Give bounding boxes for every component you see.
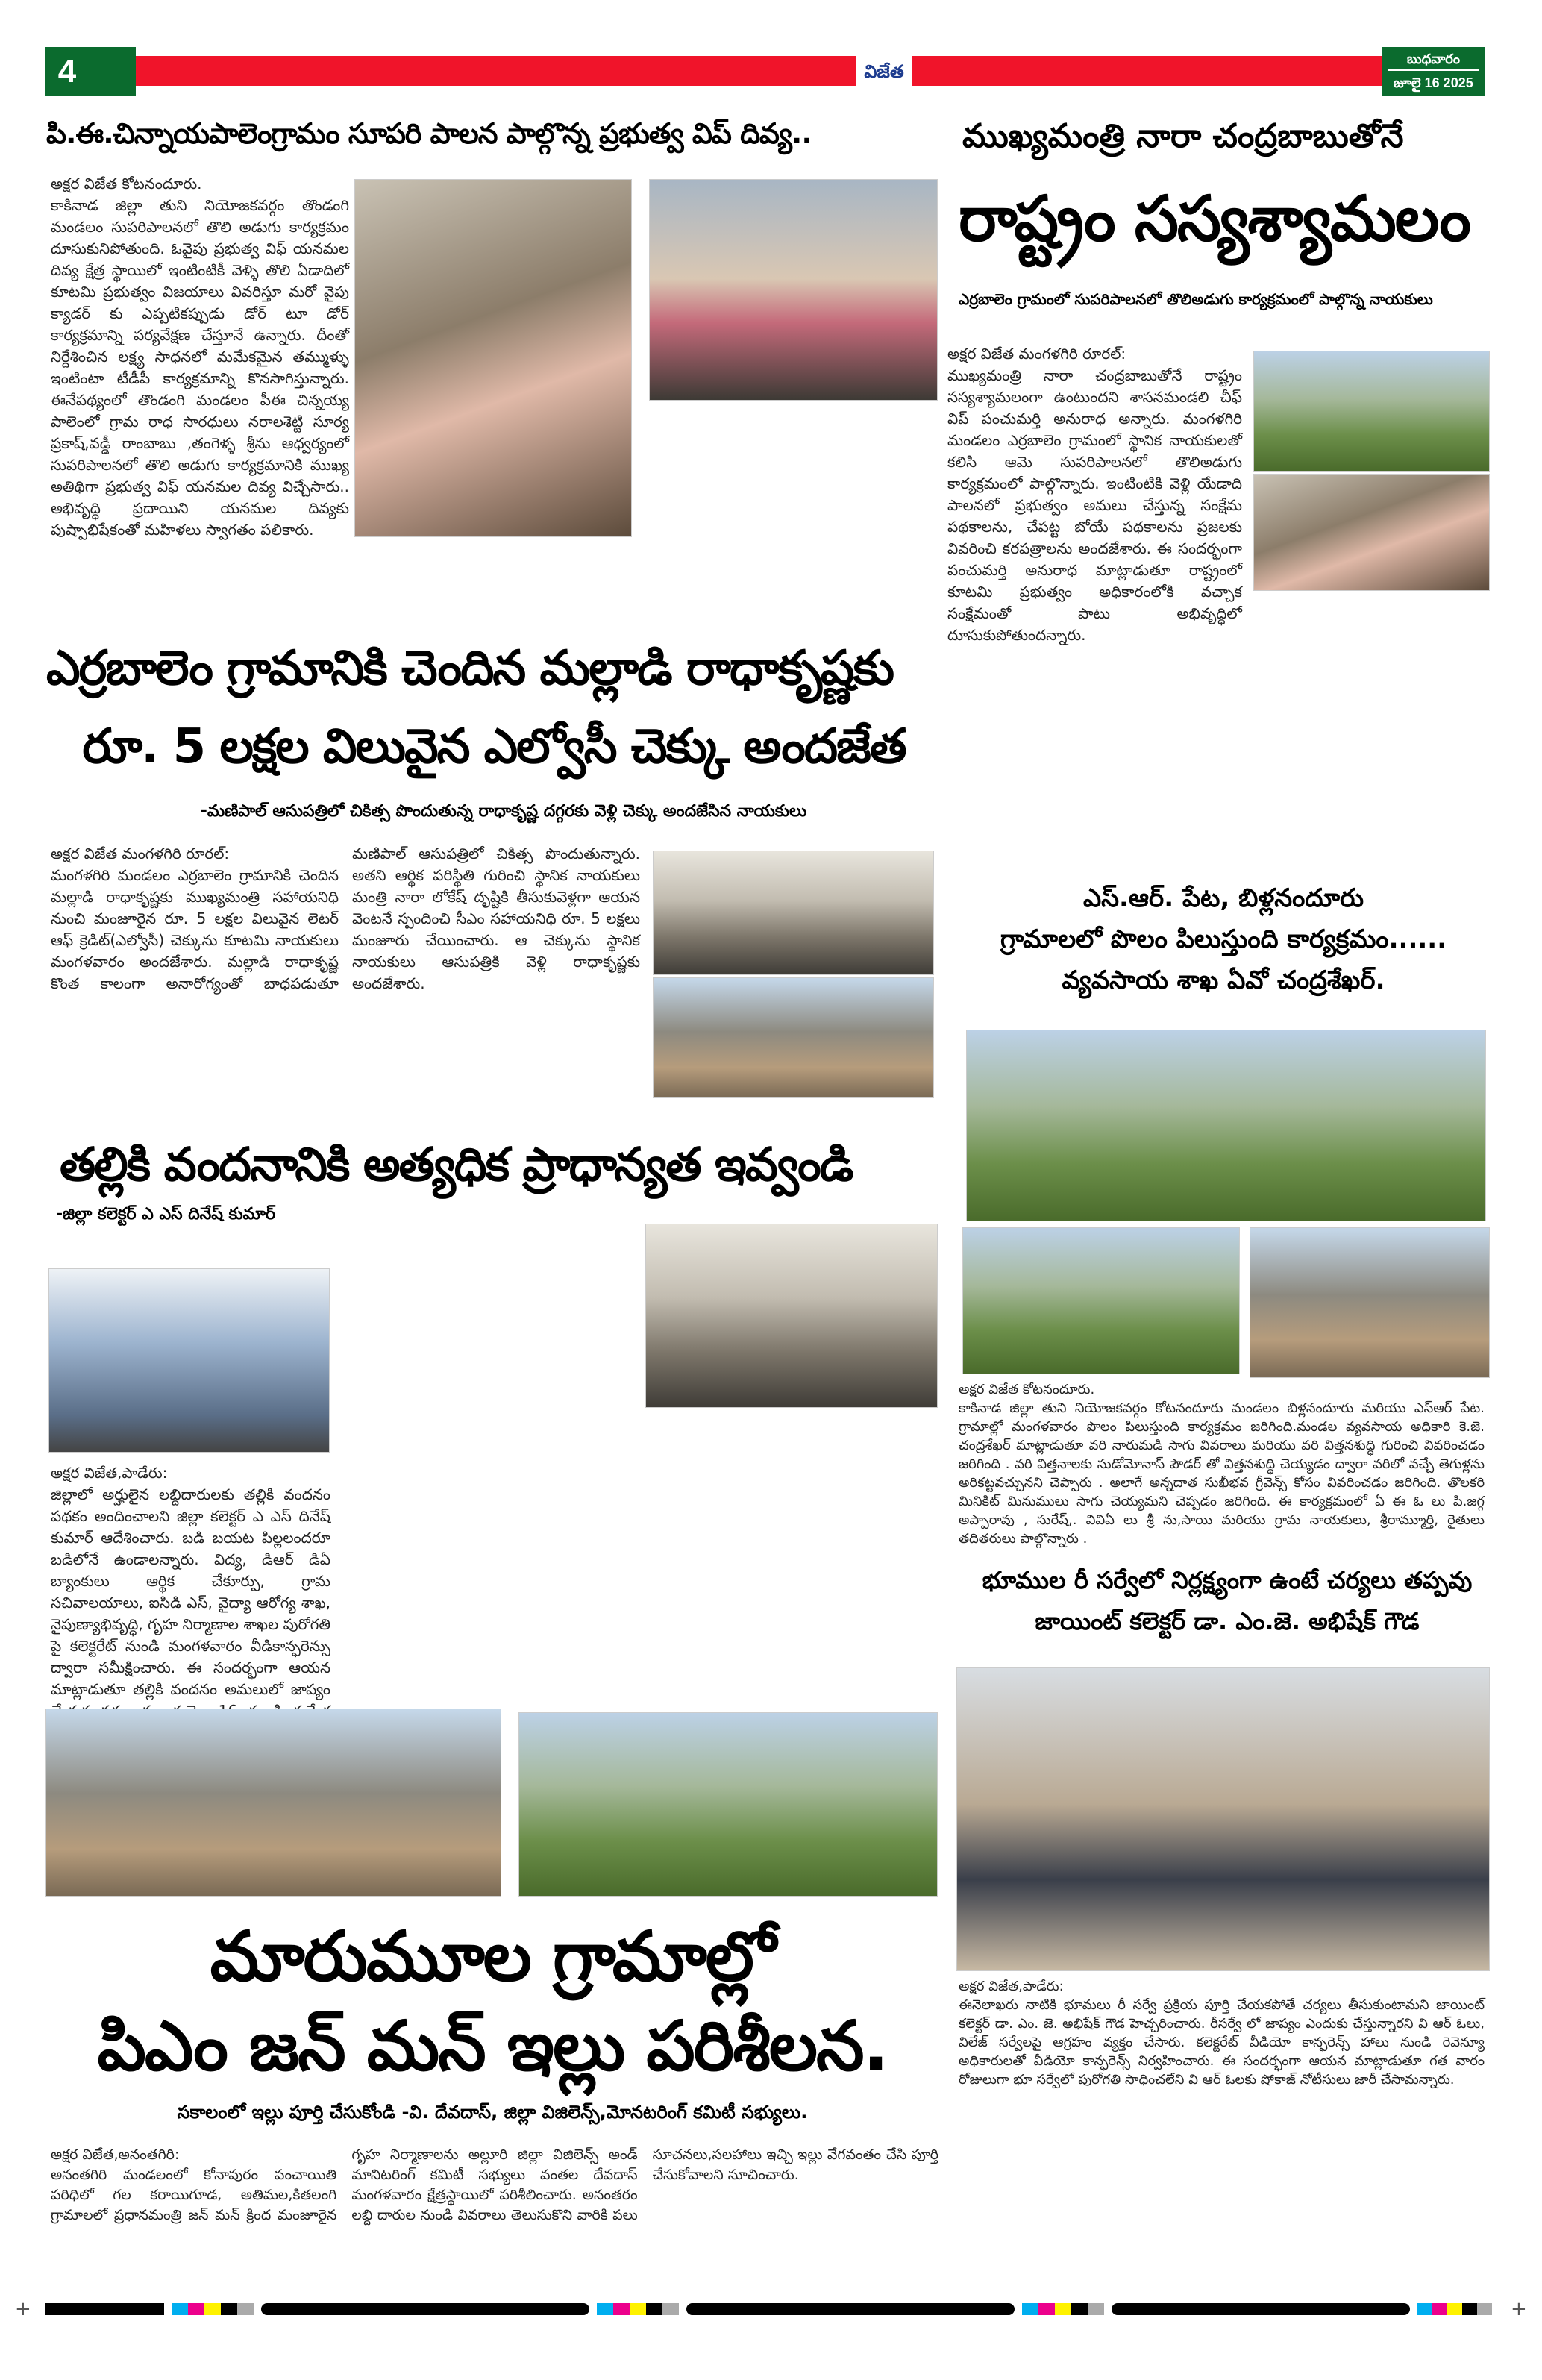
- weekday: బుధవారం: [1388, 48, 1479, 71]
- article2-kicker: ముఖ్యమంత్రి నారా చంద్రబాబుతోనే: [962, 117, 1404, 155]
- black-bar: [45, 2303, 164, 2315]
- article7-body: [51, 2145, 938, 2283]
- article1-dateline: అక్షర విజేత కోటనందూరు.: [51, 175, 202, 192]
- article3-photo-2: [653, 977, 934, 1098]
- article4-photo-3: [1250, 1227, 1490, 1378]
- masthead: [45, 47, 1485, 96]
- color-swatches: [172, 2303, 254, 2315]
- article5-text: జిల్లాలో అర్హులైన లబ్దిదారులకు తల్లికి వందనం పథకం అందించాలని జిల్లా కలెక్టర్ ఎ ఎస్ దినేష్ కుమార్ ఆదేశించారు. బడి బయట పిల్లలందరూ బడిలోనే ఉండాలన్నారు. విద్య, డిఆర్ డిఏ బ్యాంకులు ఆర్థిక చేకూర్పు, గ్రామ సచివాలయాలు, ఐసిడి ఎస్, వైద్యా ఆరోగ్య శాఖ, నైపుణ్యాభివృద్ధి, గృహ నిర్మాణాల శాఖల పురోగతి పై కలెక్టరేట్ నుండి మంగళవారం వీడికాన్ఫరెన్సు ద్వారా సమీక్షించారు. ఈ సందర్భంగా ఆయన మాట్లాడుతూ తల్లికి వందనం అమలులో జాప్యం: [51, 1485, 330, 1698]
- article3-text: మంగళగిరి మండలం ఎర్రబాలెం గ్రామానికి చెందిన మల్లాడి రాధాకృష్ణకు ముఖ్యమంత్రి సహాయనిధి నుంచి మంజూరైన రూ. 5 లక్షల విలువైన లెటర్ ఆఫ్ క్రెడిట్(ఎల్వోసీ) చెక్కును కూటమి నాయకులు మంగళవారం అందజేశారు. మల్లాడి రాధాకృష్ణ కొంత కాలంగా అనారోగ్యంతో బాధపడుతూ మణిపాల్ ఆసుపత్రిలో చికిత్స పొందుతున్నారు. అతని ఆర్థిక పరిస్థితి గురించి స్థానిక నాయకులు మంత్రి నారా లోకేష్ దృష్టికి తీసుకువెళ్లగా ఆయన వెంటనే స్పందించి సీఎం సహాయనిధి రూ. 5 లక్షలు మంజూరు చేయించారు. ఆ చెక్కును స్థానిక నాయకులు ఆసుపత్రికి వెళ్లి రాధాకృష్ణకు అందజేశారు.: [51, 845, 640, 992]
- article5-body: [51, 1462, 330, 1698]
- article7-dateline: అక్షర విజేత,అనంతగిరి:: [51, 2146, 180, 2163]
- article4-dateline: అక్షర విజేత కోటనందూరు.: [959, 1382, 1095, 1397]
- color-swatches: [1022, 2303, 1104, 2315]
- logo: [856, 47, 912, 96]
- article4-body: [959, 1380, 1485, 1547]
- article4-headline-line1: ఎస్.ఆర్. పేట, బిళ్లనందూరు: [1082, 883, 1364, 913]
- article7-text: అనంతగిరి మండలంలో కోనాపురం పంచాయితి పరిధిలో గల కరాయిగూడ, అతిమల,కితలంగి గ్రామాలలో ప్రధానమంత్రి జన్ మన్ క్రింద మంజూరైన గృహ నిర్మాణాలను అల్లూరి జిల్లా విజిలెన్స్ అండ్ మానిటరింగ్ కమిటీ సభ్యులు వంతల దేవదాస్ మంగళవారం క్షేత్రస్థాయిలో పరిశీలించారు. అనంతరం లబ్ది దారుల నుండి వివరాలు తెలుసుకొని వారికి పలు సూచనలు,సలహాలు ఇచ్చి ఇల్లు వేగవంతం చేసి పూర్తి చేసుకోవాలని సూచించారు.: [51, 2146, 938, 2223]
- article5-photo-2: [645, 1224, 938, 1408]
- article2-text: ముఖ్యమంత్రి నారా చంద్రబాబుతోనే రాష్ట్రం సస్యశ్యామలంగా ఉంటుందని శాసనమండలి చీఫ్ విప్ పంచుమర్తి అనురాధ అన్నారు. మంగళగిరి మండలం ఎర్రబాలెం గ్రామంలో స్థానిక నాయకులతో కలిసి ఆమె సుపరిపాలనలో తొలిఅడుగు కార్యక్రమంలో పాల్గొన్నారు. ఇంటింటికి వెళ్లి యేడాది పాలనలో ప్రభుత్వం అమలు చేస్తున్న సంక్షేమ పథకాలను, చేపట్ట బోయే పథకాలను ప్రజలకు వివరించి కరపత్రాలను అందజేశారు. ఈ సందర్భంగా పంచుమర్తి అనురాధ మాట్లాడుతూ రాష్ట్రంలో కూటమి ప్రభుత్వం అధికారంలోకి వచ్చాక సంక్షేమంతో పాటు అభివృద్ధిలో దూసుకుపోతుందన్నారు.: [947, 366, 1242, 644]
- article4-headline-line3: వ్యవసాయ శాఖ ఏవో చంద్రశేఖర్.: [1062, 965, 1385, 995]
- article6-photo: [956, 1667, 1490, 1971]
- article7-photo-1: [45, 1709, 501, 1897]
- black-bar: [686, 2303, 1015, 2315]
- article2-dateline: అక్షర విజేత మంగళగిరి రూరల్:: [947, 345, 1126, 363]
- article3-headline-line1: ఎర్రబాలెం గ్రామానికి చెందిన మల్లాడి రాధాకృష్ణకు: [46, 641, 894, 696]
- page-number: 4: [57, 53, 77, 90]
- article6-text: ఈనెలాఖరు నాటికి భూమలు రీ సర్వే ప్రక్రియ పూర్తి చేయకపోతే చర్యలు తీసుకుంటామని జాయింట్ కలెక్టర్ డా. ఎం. జె. అభిషేక్ గౌడ హెచ్చరించారు. రీసర్వే లో జాప్యం ఎందుకు చేస్తున్నారని వి ఆర్ ఓలు, విలేజ్ సర్వేలపై ఆగ్రహం వ్యక్తం చేసారు. కలెక్టరేట్ వీడియో కాన్ఫరెన్స్ హాలు నుండి రెవెన్యూ అధికారులతో వీడియో కాన్ఫరెన్స్ నిర్వహించారు. ఈ సందర్భంగా ఆయన మాట్లాడుతూ గత వారం రోజులుగా భూ సర్వేలో పురోగతి సాధించలేని వి ఆర్ ఓలకు షోకాజ్ నోటీసులు జారీ చేసామన్నారు.: [959, 1997, 1485, 2088]
- article1-photo-2: [649, 179, 938, 401]
- print-registration-bar: [0, 2298, 1542, 2320]
- red-band-right: [912, 56, 1382, 86]
- article1-headline: పి.ఈ.చిన్నాయపాలెంగ్రామం సూపరి పాలన పాల్గొన్న ప్రభుత్వ విప్ దివ్య..: [46, 117, 812, 150]
- article1-body: [51, 173, 349, 621]
- color-swatches: [1417, 2303, 1492, 2315]
- article6-dateline: అక్షర విజేత,పాడేరు:: [959, 1979, 1064, 1994]
- article4-photo-2: [962, 1227, 1240, 1374]
- article5-photo-1: [48, 1268, 330, 1453]
- article2-photo-1: [1253, 351, 1490, 472]
- article2-photo-2: [1253, 474, 1490, 591]
- issue-date: జూలై 16 2025: [1394, 75, 1473, 90]
- article6-headline-line2: జాయింట్ కలెక్టర్ డా. ఎం.జె. అభిషేక్ గౌడ: [1035, 1607, 1420, 1635]
- article1-photo-1: [354, 179, 632, 537]
- article6-body: [959, 1977, 1485, 2253]
- article1-text: కాకినాడ జిల్లా తుని నియోజకవర్గం తొండంగి మండలం సుపరిపాలనలో తొలి అడుగు కార్యక్రమం దూసుకునిపోతుంది. ఓవైపు ప్రభుత్వ విఫ్ యనమల దివ్య క్షేత్ర స్థాయిలో ఇంటింటికీ వెళ్ళి తొలి ఏడాదిలో కూటమి ప్రభుత్వం విజయాలు వివరిస్తూ మరో వైపు క్యాడర్ కు ఎప్పటికప్పుడు డోర్ టూ డోర్ కార్యక్రమాన్ని పర్యవేక్షణ చేస్తూనే ఉన్నారు. దీంతో నిర్దేశించిన లక్ష్య సాధనలో మమేకమైన తమ్ముళ్ళు ఇంటింటా టీడీపీ కార్యక్రమాన్ని కొనసాగిస్తున్నారు. ఈనేపథ్యంలో తొండంగి మండలం పీఈ చిన్నయ్య పాలెంలో గ్రామ రాధ సారధులు నరాలశెట్టి సూర్య ప్రకాష్,వడ్డీ రాంబాబు ,తంగెళ్ళ శ్రీను ఆధ్వర్యంలో సుపరిపాలనలో తొలి అడుగు కార్యక్రమానికి ముఖ్య అతిథిగా ప్రభుత్వ విఫ్ యనమల దివ్య విచ్చేసారు.. అభివృద్ధి ప్రదాయిని యనమల దివ్యకు పుష్పాభిషేకంతో మహిళలు స్వాగతం పలికారు.: [51, 196, 349, 539]
- article7-subhead: సకాలంలో ఇల్లు పూర్తి చేసుకోండి -వి. దేవదాస్, జిల్లా విజిలెన్స్,మోనటరింగ్ కమిటీ సభ్యులు.: [177, 2102, 808, 2123]
- article4-photo-1: [966, 1030, 1486, 1221]
- red-band-left: [136, 56, 856, 86]
- logo-text: విజేత: [864, 61, 904, 82]
- article3-body: [51, 843, 640, 1100]
- article2-subhead: ఎర్రబాలెం గ్రామంలో సుపరిపాలనలో తొలిఅడుగు కార్యక్రమంలో పాల్గొన్న నాయకులు: [959, 290, 1433, 308]
- article5-byline: -జిల్లా కలెక్టర్ ఎ ఎస్ దినేష్ కుమార్: [56, 1205, 276, 1224]
- article7-headline-line1: మారుమూల గ్రామాల్లో: [210, 1917, 775, 1997]
- article3-photo-1: [653, 851, 934, 975]
- article3-subhead: -మణిపాల్ ఆసుపత్రిలో చికిత్స పొందుతున్న రాధాకృష్ణ దగ్గరకు వెళ్లి చెక్కు అందజేసిన నాయకులు: [200, 802, 807, 821]
- article5-headline: తల్లికి వందనానికి అత్యధిక ప్రాధాన్యత ఇవ్వండి: [60, 1137, 853, 1191]
- black-bar: [261, 2303, 589, 2315]
- article5-dateline: అక్షర విజేత,పాడేరు:: [51, 1464, 168, 1482]
- article7-headline-line2: పిఎం జన్ మన్ ఇల్లు పరిశీలన.: [97, 2006, 888, 2086]
- article7-photo-2: [518, 1712, 938, 1897]
- article3-dateline: అక్షర విజేత మంగళగిరి రూరల్:: [51, 845, 230, 862]
- crosshair-left: +: [15, 2298, 31, 2320]
- article5-continued: [337, 1209, 632, 1679]
- color-swatches: [597, 2303, 679, 2315]
- article4-headline-line2: గ్రామాలలో పొలం పిలుస్తుంది కార్యక్రమం......: [1000, 924, 1447, 954]
- black-bar: [1112, 2303, 1410, 2315]
- article6-headline-line1: భూముల రీ సర్వేలో నిర్లక్ష్యంగా ఉంటే చర్యలు తప్పవు: [982, 1566, 1473, 1594]
- article3-headline-line2: రూ. 5 లక్షల విలువైన ఎల్వోసీ చెక్కు అందజేత: [82, 719, 906, 774]
- article2-body: [947, 343, 1242, 873]
- crosshair-right: +: [1511, 2298, 1527, 2320]
- article4-text: కాకినాడ జిల్లా తుని నియోజకవర్గం కోటనందూరు మండలం బిళ్లనందూరు మరియు ఎస్ఆర్ పేట. గ్రామాల్లో మంగళవారం పొలం పిలుస్తుంది కార్యక్రమం జరిగింది.మండల వ్యవసాయ అధికారి కె.జె. చంద్రశేఖర్ మాట్లాడుతూ వరి నారుమడి సాగు వివరాలు మరియు వరి విత్తనశుద్ధి గురించి వివరించడం జరిగింది . వరి విత్తనాలకు సుడోమోనాస్ పౌడర్ తో విత్తనశుద్ధి చెయ్యడం ద్వారా వరిలో వచ్చే తెగుళ్లను అరికట్టవచ్చునని చెప్పారు . అలాగే అన్నదాత సుఖీభవ గ్రీవెన్స్ కోసం వివరించడం జరిగింది. తొలకరి మినికిట్ మినుములు సాగు చెయ్యమని చెప్పడం జరిగింది. ఈ కార్యక్రమంలో ఏ ఈ ఓ లు పి.జగ్గ అప్పారావు , సురేష్,. వివిఏ లు శ్రీ ను,సాయి మరియు గ్రామ నాయకులు, శ్రీరామ్మూర్తి, రైతులు తదితరులు పాల్గొన్నారు .: [959, 1400, 1485, 1547]
- article1-continued: [354, 541, 630, 623]
- article2-headline: రాష్ట్రం సస్యశ్యామలం: [959, 182, 1470, 255]
- date-box: [1382, 47, 1485, 96]
